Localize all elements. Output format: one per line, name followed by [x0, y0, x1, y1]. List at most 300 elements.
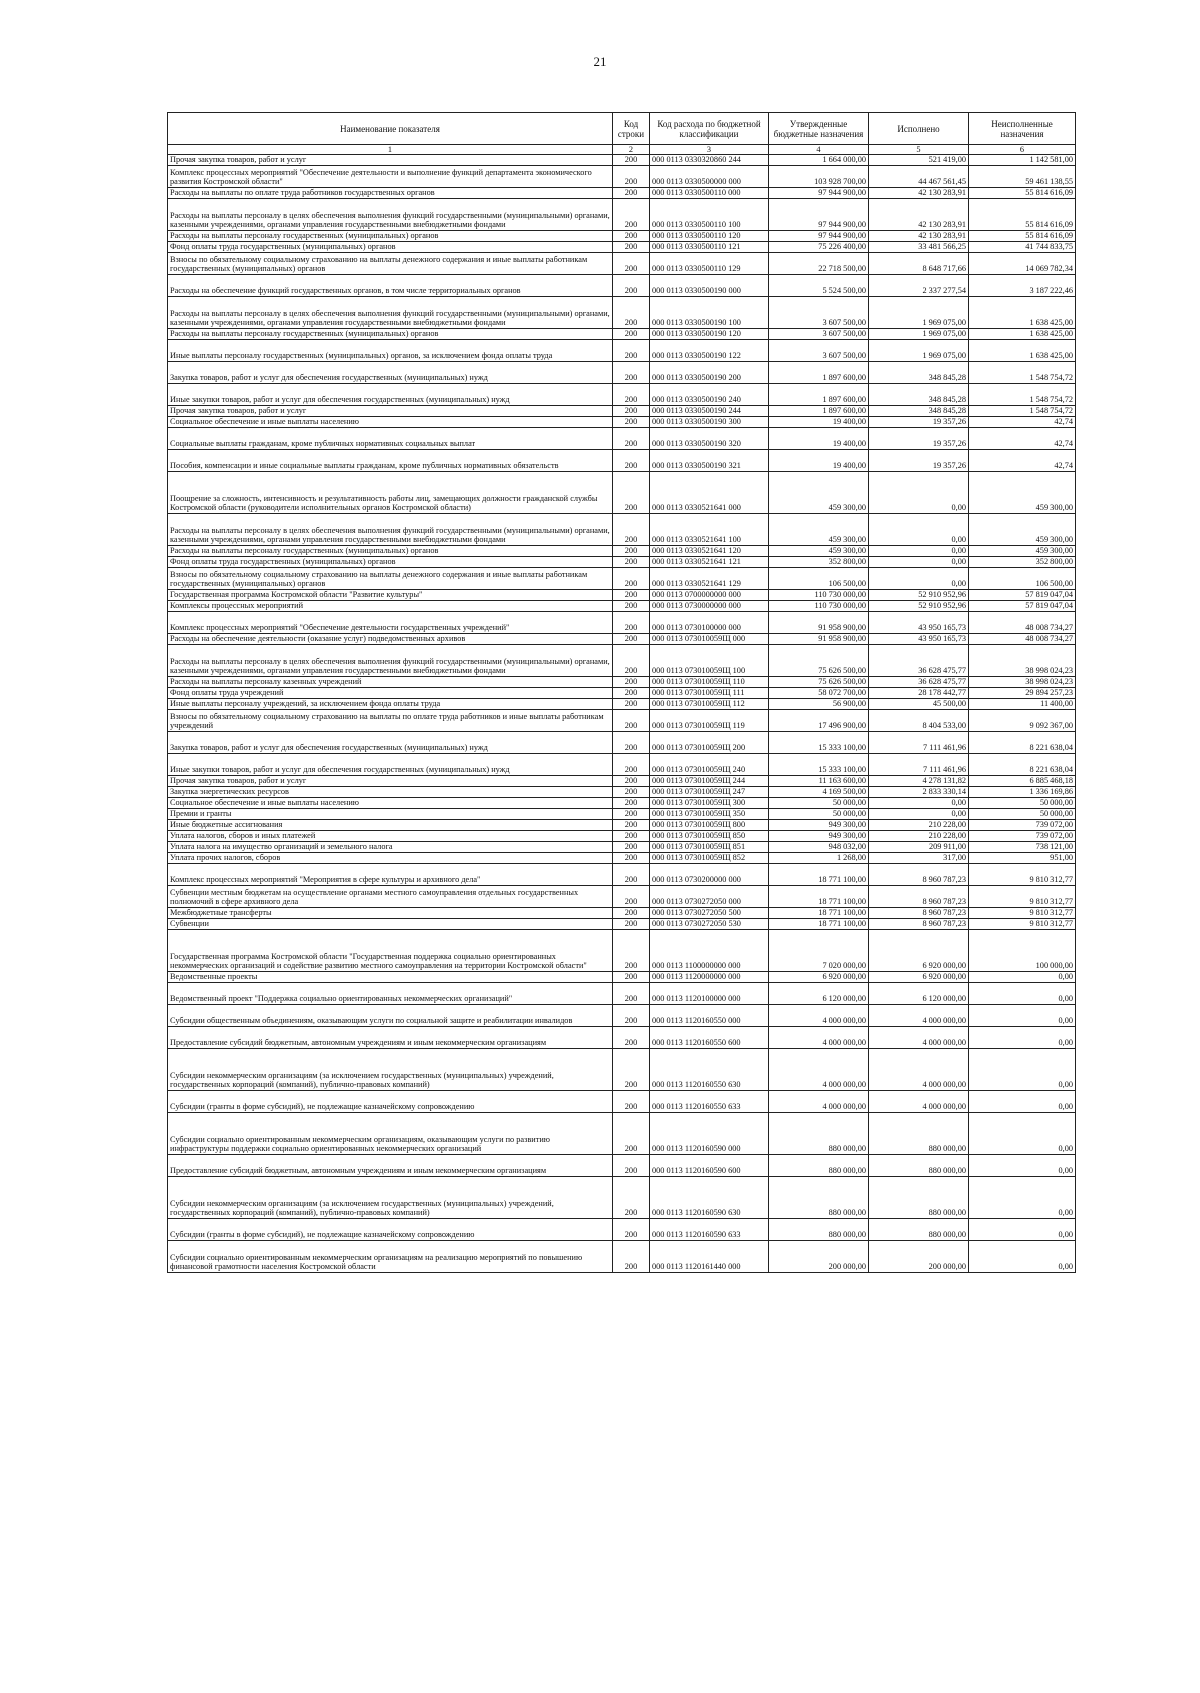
row-remaining-amount: 1 548 754,72 [969, 384, 1076, 406]
row-name: Взносы по обязательному социальному страхованию на выплаты денежного содержания и иные выплаты работникам государственных (муниципальных) органов [168, 568, 613, 590]
header-row [168, 113, 1076, 145]
row-line-code: 200 [613, 864, 650, 886]
row-classification-code: 000 0113 073010059Щ 350 [650, 809, 769, 820]
row-name: Взносы по обязательному социальному страхованию на выплаты по оплате труда работников и иные выплаты работникам учреждений [168, 710, 613, 732]
table-body [168, 155, 1076, 1273]
row-classification-code: 000 0113 073010059Щ 119 [650, 710, 769, 732]
row-remaining-amount: 1 548 754,72 [969, 362, 1076, 384]
row-name: Иные выплаты персоналу государственных (муниципальных) органов, за исключением фонда оплаты труда [168, 340, 613, 362]
row-classification-code: 000 0113 073010059Щ 111 [650, 688, 769, 699]
row-approved-amount: 110 730 000,00 [769, 590, 869, 601]
table-row [168, 199, 1076, 231]
row-executed-amount: 44 467 561,45 [869, 166, 969, 188]
row-classification-code: 000 0113 0330500190 244 [650, 406, 769, 417]
row-classification-code: 000 0113 1120000000 000 [650, 972, 769, 983]
row-approved-amount: 97 944 900,00 [769, 199, 869, 231]
row-name: Прочая закупка товаров, работ и услуг [168, 776, 613, 787]
row-approved-amount: 4 000 000,00 [769, 1005, 869, 1027]
row-line-code: 200 [613, 297, 650, 329]
row-name: Уплата налога на имущество организаций и земельного налога [168, 842, 613, 853]
row-approved-amount: 58 072 700,00 [769, 688, 869, 699]
row-line-code: 200 [613, 972, 650, 983]
row-name: Государственная программа Костромской области "Государственная поддержка социально ориентированных некоммерческих организаций и содействие развитию местного самоуправления на территории Костромской области" [168, 930, 613, 972]
row-name: Взносы по обязательному социальному страхованию на выплаты денежного содержания и иные выплаты работникам государственных (муниципальных) органов [168, 253, 613, 275]
row-approved-amount: 880 000,00 [769, 1219, 869, 1241]
header-unexecuted-appropriations: Неисполненные назначения [969, 113, 1076, 145]
row-name: Расходы на выплаты персоналу государственных (муниципальных) органов [168, 231, 613, 242]
row-line-code: 200 [613, 1177, 650, 1219]
row-name: Закупка энергетических ресурсов [168, 787, 613, 798]
row-line-code: 200 [613, 1219, 650, 1241]
table-row [168, 677, 1076, 688]
row-remaining-amount: 55 814 616,09 [969, 199, 1076, 231]
row-classification-code: 000 0113 0330521641 120 [650, 546, 769, 557]
row-line-code: 200 [613, 514, 650, 546]
row-executed-amount: 4 000 000,00 [869, 1049, 969, 1091]
row-classification-code: 000 0113 073010059Щ 852 [650, 853, 769, 864]
row-remaining-amount: 100 000,00 [969, 930, 1076, 972]
row-classification-code: 000 0113 0700000000 000 [650, 590, 769, 601]
table-row [168, 188, 1076, 199]
table-row [168, 1155, 1076, 1177]
header-budget-classification-code: Код расхода по бюджетной классификации [650, 113, 769, 145]
row-classification-code: 000 0113 073010059Щ 240 [650, 754, 769, 776]
row-line-code: 200 [613, 798, 650, 809]
row-approved-amount: 4 169 500,00 [769, 787, 869, 798]
row-classification-code: 000 0113 0330500190 200 [650, 362, 769, 384]
row-approved-amount: 18 771 100,00 [769, 864, 869, 886]
row-name: Фонд оплаты труда государственных (муниципальных) органов [168, 557, 613, 568]
row-classification-code: 000 0113 0330500110 000 [650, 188, 769, 199]
row-executed-amount: 8 960 787,23 [869, 908, 969, 919]
row-name: Прочая закупка товаров, работ и услуг [168, 155, 613, 166]
row-executed-amount: 19 357,26 [869, 428, 969, 450]
row-approved-amount: 18 771 100,00 [769, 886, 869, 908]
row-executed-amount: 52 910 952,96 [869, 601, 969, 612]
row-remaining-amount: 42,74 [969, 417, 1076, 428]
row-approved-amount: 6 920 000,00 [769, 972, 869, 983]
row-approved-amount: 18 771 100,00 [769, 908, 869, 919]
row-remaining-amount: 42,74 [969, 450, 1076, 472]
table-row [168, 820, 1076, 831]
table-row [168, 842, 1076, 853]
row-executed-amount: 19 357,26 [869, 450, 969, 472]
row-line-code: 200 [613, 155, 650, 166]
row-line-code: 200 [613, 831, 650, 842]
table-row [168, 275, 1076, 297]
row-approved-amount: 948 032,00 [769, 842, 869, 853]
row-name: Социальные выплаты гражданам, кроме публичных нормативных социальных выплат [168, 428, 613, 450]
row-line-code: 200 [613, 340, 650, 362]
row-remaining-amount: 9 092 367,00 [969, 710, 1076, 732]
table-row [168, 450, 1076, 472]
row-line-code: 200 [613, 450, 650, 472]
row-remaining-amount: 459 300,00 [969, 546, 1076, 557]
row-name: Ведомственный проект "Поддержка социально ориентированных некоммерческих организаций" [168, 983, 613, 1005]
row-name: Иные закупки товаров, работ и услуг для обеспечения государственных (муниципальных) нужд [168, 754, 613, 776]
table-row [168, 831, 1076, 842]
row-line-code: 200 [613, 166, 650, 188]
row-executed-amount: 6 920 000,00 [869, 972, 969, 983]
header-executed: Исполнено [869, 113, 969, 145]
row-name: Государственная программа Костромской области "Развитие культуры" [168, 590, 613, 601]
row-remaining-amount: 29 894 257,23 [969, 688, 1076, 699]
table-row [168, 809, 1076, 820]
row-approved-amount: 11 163 600,00 [769, 776, 869, 787]
table-row [168, 1027, 1076, 1049]
row-name: Иные закупки товаров, работ и услуг для обеспечения государственных (муниципальных) нужд [168, 384, 613, 406]
row-executed-amount: 33 481 566,25 [869, 242, 969, 253]
row-remaining-amount: 739 072,00 [969, 820, 1076, 831]
table-row [168, 417, 1076, 428]
row-remaining-amount: 8 221 638,04 [969, 732, 1076, 754]
row-executed-amount: 42 130 283,91 [869, 199, 969, 231]
row-line-code: 200 [613, 677, 650, 688]
row-name: Предоставление субсидий бюджетным, автономным учреждениям и иным некоммерческим организациям [168, 1155, 613, 1177]
row-name: Пособия, компенсации и иные социальные выплаты гражданам, кроме публичных нормативных обязательств [168, 450, 613, 472]
row-executed-amount: 1 969 075,00 [869, 340, 969, 362]
row-approved-amount: 1 897 600,00 [769, 362, 869, 384]
row-executed-amount: 4 000 000,00 [869, 1091, 969, 1113]
row-name: Закупка товаров, работ и услуг для обеспечения государственных (муниципальных) нужд [168, 732, 613, 754]
row-name: Расходы на выплаты персоналу в целях обеспечения выполнения функций государственными (муниципальными) органами, казенными учреждениями, органами управления государственными внебюджетными фондами [168, 645, 613, 677]
row-remaining-amount: 0,00 [969, 972, 1076, 983]
row-line-code: 200 [613, 820, 650, 831]
row-line-code: 200 [613, 428, 650, 450]
table-row [168, 601, 1076, 612]
row-executed-amount: 42 130 283,91 [869, 188, 969, 199]
row-executed-amount: 0,00 [869, 809, 969, 820]
row-executed-amount: 880 000,00 [869, 1219, 969, 1241]
row-executed-amount: 1 969 075,00 [869, 297, 969, 329]
table-row [168, 590, 1076, 601]
row-executed-amount: 19 357,26 [869, 417, 969, 428]
table-row [168, 754, 1076, 776]
row-remaining-amount: 1 336 169,86 [969, 787, 1076, 798]
row-line-code: 200 [613, 253, 650, 275]
row-name: Субсидии социально ориентированным некоммерческим организациям на реализацию мероприятий по повышению финансовой грамотности населения Костромской области [168, 1241, 613, 1273]
row-executed-amount: 0,00 [869, 798, 969, 809]
row-remaining-amount: 1 638 425,00 [969, 329, 1076, 340]
row-name: Фонд оплаты труда учреждений [168, 688, 613, 699]
row-remaining-amount: 0,00 [969, 1005, 1076, 1027]
row-remaining-amount: 459 300,00 [969, 514, 1076, 546]
row-executed-amount: 43 950 165,73 [869, 612, 969, 634]
row-line-code: 200 [613, 472, 650, 514]
header-indicator-name: Наименование показателя [168, 113, 613, 145]
table-row [168, 514, 1076, 546]
table-row [168, 798, 1076, 809]
row-name: Уплата прочих налогов, сборов [168, 853, 613, 864]
row-classification-code: 000 0113 073010059Щ 244 [650, 776, 769, 787]
table-row [168, 568, 1076, 590]
row-line-code: 200 [613, 930, 650, 972]
row-line-code: 200 [613, 231, 650, 242]
row-line-code: 200 [613, 983, 650, 1005]
column-number: 2 [613, 145, 650, 155]
row-name: Субсидии (гранты в форме субсидий), не подлежащие казначейскому сопровождению [168, 1091, 613, 1113]
row-remaining-amount: 0,00 [969, 1155, 1076, 1177]
table-row [168, 329, 1076, 340]
row-name: Субсидии некоммерческим организациям (за исключением государственных (муниципальных) учреждений, государственных корпораций (компаний), публично-правовых компаний) [168, 1177, 613, 1219]
table-row [168, 384, 1076, 406]
row-executed-amount: 4 000 000,00 [869, 1005, 969, 1027]
row-remaining-amount: 59 461 138,55 [969, 166, 1076, 188]
row-classification-code: 000 0113 1120160590 633 [650, 1219, 769, 1241]
row-executed-amount: 0,00 [869, 568, 969, 590]
table-row [168, 886, 1076, 908]
table-row [168, 428, 1076, 450]
row-name: Премии и гранты [168, 809, 613, 820]
table-row [168, 634, 1076, 645]
row-name: Расходы на выплаты персоналу государственных (муниципальных) органов [168, 329, 613, 340]
row-approved-amount: 19 400,00 [769, 417, 869, 428]
row-executed-amount: 2 337 277,54 [869, 275, 969, 297]
row-classification-code: 000 0113 0330320860 244 [650, 155, 769, 166]
row-remaining-amount: 42,74 [969, 428, 1076, 450]
row-remaining-amount: 0,00 [969, 1219, 1076, 1241]
row-executed-amount: 45 500,00 [869, 699, 969, 710]
row-approved-amount: 4 000 000,00 [769, 1091, 869, 1113]
row-line-code: 200 [613, 406, 650, 417]
row-executed-amount: 348 845,28 [869, 406, 969, 417]
row-name: Ведомственные проекты [168, 972, 613, 983]
row-remaining-amount: 0,00 [969, 983, 1076, 1005]
row-line-code: 200 [613, 1027, 650, 1049]
row-line-code: 200 [613, 199, 650, 231]
column-number-row [168, 145, 1076, 155]
row-approved-amount: 880 000,00 [769, 1155, 869, 1177]
row-approved-amount: 103 928 700,00 [769, 166, 869, 188]
row-classification-code: 000 0113 0330500110 120 [650, 231, 769, 242]
row-classification-code: 000 0113 0330500190 321 [650, 450, 769, 472]
row-line-code: 200 [613, 842, 650, 853]
row-remaining-amount: 55 814 616,09 [969, 231, 1076, 242]
row-classification-code: 000 0113 0330500190 100 [650, 297, 769, 329]
row-approved-amount: 18 771 100,00 [769, 919, 869, 930]
row-remaining-amount: 48 008 734,27 [969, 634, 1076, 645]
table-row [168, 340, 1076, 362]
row-line-code: 200 [613, 546, 650, 557]
row-line-code: 200 [613, 732, 650, 754]
row-approved-amount: 50 000,00 [769, 809, 869, 820]
row-classification-code: 000 0113 1120100000 000 [650, 983, 769, 1005]
row-classification-code: 000 0113 1100000000 000 [650, 930, 769, 972]
row-remaining-amount: 6 885 468,18 [969, 776, 1076, 787]
table-row [168, 930, 1076, 972]
table-row [168, 864, 1076, 886]
row-executed-amount: 2 833 330,14 [869, 787, 969, 798]
row-line-code: 200 [613, 275, 650, 297]
row-approved-amount: 91 958 900,00 [769, 634, 869, 645]
row-approved-amount: 200 000,00 [769, 1241, 869, 1273]
row-remaining-amount: 14 069 782,34 [969, 253, 1076, 275]
row-approved-amount: 352 800,00 [769, 557, 869, 568]
row-classification-code: 000 0113 0330500190 000 [650, 275, 769, 297]
row-line-code: 200 [613, 1113, 650, 1155]
table-row [168, 362, 1076, 384]
row-executed-amount: 880 000,00 [869, 1113, 969, 1155]
row-name: Расходы на обеспечение деятельности (оказание услуг) подведомственных архивов [168, 634, 613, 645]
row-classification-code: 000 0113 1120160590 630 [650, 1177, 769, 1219]
row-executed-amount: 8 404 533,00 [869, 710, 969, 732]
row-name: Комплекс процессных мероприятий "Обеспечение деятельности государственных учреждений" [168, 612, 613, 634]
header-approved-appropriations: Утвержденные бюджетные назначения [769, 113, 869, 145]
row-executed-amount: 880 000,00 [869, 1177, 969, 1219]
table-row [168, 242, 1076, 253]
row-remaining-amount: 38 998 024,23 [969, 645, 1076, 677]
row-approved-amount: 19 400,00 [769, 428, 869, 450]
table-row [168, 1219, 1076, 1241]
row-name: Расходы на выплаты персоналу в целях обеспечения выполнения функций государственными (муниципальными) органами, казенными учреждениями, органами управления государственными внебюджетными фондами [168, 297, 613, 329]
table-row [168, 776, 1076, 787]
row-executed-amount: 36 628 475,77 [869, 677, 969, 688]
row-remaining-amount: 9 810 312,77 [969, 864, 1076, 886]
table-row [168, 787, 1076, 798]
row-classification-code: 000 0113 0330521641 129 [650, 568, 769, 590]
row-name: Субсидии общественным объединениям, оказывающим услуги по социальной защите и реабилитации инвалидов [168, 1005, 613, 1027]
header-line-code: Код строки [613, 113, 650, 145]
row-classification-code: 000 0113 0330500190 300 [650, 417, 769, 428]
row-approved-amount: 459 300,00 [769, 472, 869, 514]
row-classification-code: 000 0113 073010059Щ 300 [650, 798, 769, 809]
row-line-code: 200 [613, 908, 650, 919]
row-line-code: 200 [613, 612, 650, 634]
row-remaining-amount: 38 998 024,23 [969, 677, 1076, 688]
row-name: Расходы на обеспечение функций государственных органов, в том числе территориальных органов [168, 275, 613, 297]
row-approved-amount: 97 944 900,00 [769, 231, 869, 242]
row-classification-code: 000 0113 073010059Щ 247 [650, 787, 769, 798]
row-approved-amount: 4 000 000,00 [769, 1027, 869, 1049]
row-classification-code: 000 0113 0330500190 240 [650, 384, 769, 406]
row-approved-amount: 6 120 000,00 [769, 983, 869, 1005]
row-executed-amount: 28 178 442,77 [869, 688, 969, 699]
row-approved-amount: 1 897 600,00 [769, 384, 869, 406]
column-number: 6 [969, 145, 1076, 155]
row-executed-amount: 0,00 [869, 557, 969, 568]
row-classification-code: 000 0113 1120161440 000 [650, 1241, 769, 1273]
row-approved-amount: 3 607 500,00 [769, 340, 869, 362]
row-approved-amount: 1 268,00 [769, 853, 869, 864]
row-remaining-amount: 739 072,00 [969, 831, 1076, 842]
table-row [168, 688, 1076, 699]
row-classification-code: 000 0113 0330500000 000 [650, 166, 769, 188]
row-line-code: 200 [613, 557, 650, 568]
row-remaining-amount: 41 744 833,75 [969, 242, 1076, 253]
row-line-code: 200 [613, 1049, 650, 1091]
page-number: 21 [593, 54, 607, 69]
row-classification-code: 000 0113 0730272050 530 [650, 919, 769, 930]
row-remaining-amount: 1 638 425,00 [969, 340, 1076, 362]
row-name: Уплата налогов, сборов и иных платежей [168, 831, 613, 842]
row-approved-amount: 110 730 000,00 [769, 601, 869, 612]
table-row [168, 983, 1076, 1005]
row-remaining-amount: 0,00 [969, 1177, 1076, 1219]
row-remaining-amount: 50 000,00 [969, 798, 1076, 809]
row-executed-amount: 0,00 [869, 514, 969, 546]
row-classification-code: 000 0113 0330500190 320 [650, 428, 769, 450]
row-remaining-amount: 0,00 [969, 1113, 1076, 1155]
column-number: 1 [168, 145, 613, 155]
row-approved-amount: 75 226 400,00 [769, 242, 869, 253]
row-name: Социальное обеспечение и иные выплаты населению [168, 417, 613, 428]
row-approved-amount: 97 944 900,00 [769, 188, 869, 199]
table-row [168, 472, 1076, 514]
table-row [168, 1241, 1076, 1273]
row-line-code: 200 [613, 384, 650, 406]
row-name: Расходы на выплаты персоналу государственных (муниципальных) органов [168, 546, 613, 557]
row-approved-amount: 75 626 500,00 [769, 677, 869, 688]
row-executed-amount: 4 278 131,82 [869, 776, 969, 787]
table-row [168, 972, 1076, 983]
row-line-code: 200 [613, 776, 650, 787]
row-executed-amount: 36 628 475,77 [869, 645, 969, 677]
row-line-code: 200 [613, 634, 650, 645]
row-name: Прочая закупка товаров, работ и услуг [168, 406, 613, 417]
row-line-code: 200 [613, 1091, 650, 1113]
row-executed-amount: 8 648 717,66 [869, 253, 969, 275]
table-row [168, 612, 1076, 634]
table-row [168, 155, 1076, 166]
table-row [168, 1177, 1076, 1219]
table-row [168, 231, 1076, 242]
row-line-code: 200 [613, 886, 650, 908]
row-classification-code: 000 0113 1120160550 000 [650, 1005, 769, 1027]
row-executed-amount: 52 910 952,96 [869, 590, 969, 601]
row-approved-amount: 949 300,00 [769, 831, 869, 842]
row-line-code: 200 [613, 362, 650, 384]
row-approved-amount: 56 900,00 [769, 699, 869, 710]
row-name: Расходы на выплаты персоналу в целях обеспечения выполнения функций государственными (муниципальными) органами, казенными учреждениями, органами управления государственными внебюджетными фондами [168, 199, 613, 231]
row-remaining-amount: 9 810 312,77 [969, 908, 1076, 919]
row-executed-amount: 8 960 787,23 [869, 864, 969, 886]
row-classification-code: 000 0113 073010059Щ 850 [650, 831, 769, 842]
row-remaining-amount: 9 810 312,77 [969, 919, 1076, 930]
row-name: Субсидии некоммерческим организациям (за исключением государственных (муниципальных) учреждений, государственных корпораций (компаний), публично-правовых компаний) [168, 1049, 613, 1091]
row-approved-amount: 459 300,00 [769, 546, 869, 557]
row-executed-amount: 209 911,00 [869, 842, 969, 853]
row-remaining-amount: 57 819 047,04 [969, 601, 1076, 612]
row-executed-amount: 200 000,00 [869, 1241, 969, 1273]
row-remaining-amount: 459 300,00 [969, 472, 1076, 514]
row-name: Расходы на выплаты персоналу казенных учреждений [168, 677, 613, 688]
row-classification-code: 000 0113 0330521641 100 [650, 514, 769, 546]
table-row [168, 1113, 1076, 1155]
row-executed-amount: 6 920 000,00 [869, 930, 969, 972]
row-executed-amount: 521 419,00 [869, 155, 969, 166]
row-line-code: 200 [613, 919, 650, 930]
row-classification-code: 000 0113 0730272050 000 [650, 886, 769, 908]
row-remaining-amount: 48 008 734,27 [969, 612, 1076, 634]
row-remaining-amount: 1 142 581,00 [969, 155, 1076, 166]
row-classification-code: 000 0113 0730272050 500 [650, 908, 769, 919]
table-row [168, 710, 1076, 732]
row-line-code: 200 [613, 568, 650, 590]
table-row [168, 546, 1076, 557]
row-approved-amount: 880 000,00 [769, 1177, 869, 1219]
row-executed-amount: 880 000,00 [869, 1155, 969, 1177]
row-approved-amount: 880 000,00 [769, 1113, 869, 1155]
row-name: Субсидии социально ориентированным некоммерческим организациям, оказывающим услуги по развитию инфраструктуры поддержки социально ориентированных некоммерческих организаций [168, 1113, 613, 1155]
row-name: Субсидии (гранты в форме субсидий), не подлежащие казначейскому сопровождению [168, 1219, 613, 1241]
row-remaining-amount: 1 638 425,00 [969, 297, 1076, 329]
row-name: Межбюджетные трансферты [168, 908, 613, 919]
row-approved-amount: 50 000,00 [769, 798, 869, 809]
table-row [168, 253, 1076, 275]
row-executed-amount: 8 960 787,23 [869, 886, 969, 908]
row-classification-code: 000 0113 0330500190 120 [650, 329, 769, 340]
row-executed-amount: 1 969 075,00 [869, 329, 969, 340]
